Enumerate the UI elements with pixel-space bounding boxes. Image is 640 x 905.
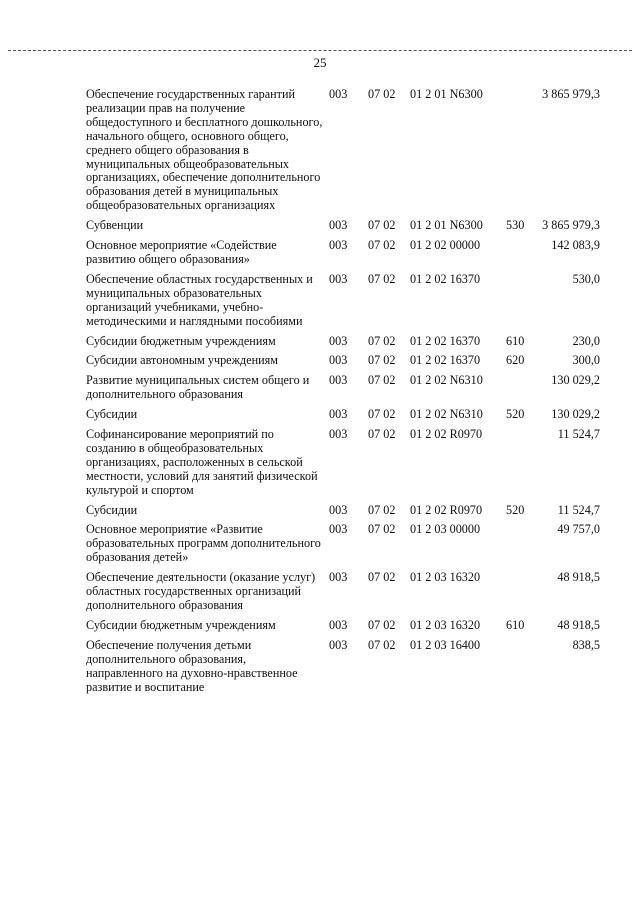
target-article-code: 01 2 02 16370: [410, 333, 481, 348]
admin-code: 003: [329, 353, 348, 368]
admin-code: 003: [329, 238, 348, 253]
section-code: 07 02: [368, 502, 396, 517]
section-code: 07 02: [368, 407, 396, 422]
budget-table: [86, 88, 600, 700]
amount: 838,5: [572, 637, 600, 652]
table-row: [86, 273, 600, 329]
admin-code: 003: [329, 218, 348, 233]
target-article-code: 01 2 02 N6310: [410, 407, 483, 422]
expense-type-code: 520: [506, 407, 525, 422]
amount: 49 757,0: [557, 522, 600, 537]
target-article-code: 01 2 01 N6300: [410, 87, 483, 101]
table-row: [86, 428, 600, 498]
row-name: Субсидии бюджетным учреждениям: [86, 617, 276, 632]
admin-code: 003: [329, 570, 348, 585]
target-article-code: 01 2 03 16400: [410, 637, 481, 652]
amount: 3 865 979,3: [542, 87, 600, 101]
section-code: 07 02: [368, 87, 396, 101]
amount: 130 029,2: [551, 407, 600, 422]
table-row: [86, 374, 600, 402]
amount: 142 083,9: [551, 238, 600, 253]
table-row: [86, 639, 600, 695]
row-name: Обеспечение получения детьми дополнительного образования, направленного на духовно-нравственное развитие и воспитание: [86, 637, 298, 694]
admin-code: 003: [329, 407, 348, 422]
target-article-code: 01 2 03 00000: [410, 522, 481, 537]
admin-code: 003: [329, 333, 348, 348]
amount: 530,0: [572, 271, 600, 286]
target-article-code: 01 2 02 N6310: [410, 373, 483, 388]
row-name: Субсидии: [86, 407, 138, 422]
section-code: 07 02: [368, 617, 396, 632]
admin-code: 003: [329, 637, 348, 652]
row-name: Субсидии: [86, 502, 138, 517]
amount: 48 918,5: [557, 617, 600, 632]
expense-type-code: 610: [506, 333, 525, 348]
target-article-code: 01 2 02 R0970: [410, 427, 483, 442]
admin-code: 003: [329, 617, 348, 632]
header-divider: [8, 50, 632, 51]
section-code: 07 02: [368, 218, 396, 233]
amount: 48 918,5: [557, 570, 600, 585]
target-article-code: 01 2 02 16370: [410, 353, 481, 368]
table-row: [86, 219, 600, 233]
table-row: [86, 408, 600, 422]
row-name: Субсидии бюджетным учреждениям: [86, 333, 276, 348]
section-code: 07 02: [368, 353, 396, 368]
section-code: 07 02: [368, 637, 396, 652]
table-row: [86, 504, 600, 518]
amount: 11 524,7: [557, 427, 600, 442]
row-name: Обеспечение государственных гарантий реализации прав на получение общедоступного и бесплатного дошкольного, начального общего, основного общего, среднего общего образования в муниципальных общеобразовательных организациях, обеспечение дополнительного образования детей в муниципальных общеобразовательных организациях: [86, 87, 323, 213]
expense-type-code: 530: [506, 218, 525, 233]
section-code: 07 02: [368, 333, 396, 348]
target-article-code: 01 2 01 N6300: [410, 218, 483, 233]
row-name: Субсидии автономным учреждениям: [86, 353, 278, 368]
table-row: [86, 619, 600, 633]
admin-code: 003: [329, 271, 348, 286]
admin-code: 003: [329, 373, 348, 388]
table-row: [86, 571, 600, 613]
section-code: 07 02: [368, 427, 396, 442]
amount: 11 524,7: [557, 502, 600, 517]
row-name: Основное мероприятие «Развитие образовательных программ дополнительного образования детей»: [86, 522, 321, 565]
page-number: 25: [313, 55, 327, 70]
row-name: Субвенции: [86, 218, 144, 233]
table-row: [86, 335, 600, 349]
admin-code: 003: [329, 427, 348, 442]
table-row: [86, 88, 600, 213]
table-row: [86, 239, 600, 267]
row-name: Основное мероприятие «Содействие развитию общего образования»: [86, 238, 277, 266]
target-article-code: 01 2 02 R0970: [410, 502, 483, 517]
target-article-code: 01 2 02 16370: [410, 271, 481, 286]
admin-code: 003: [329, 502, 348, 517]
section-code: 07 02: [368, 373, 396, 388]
amount: 230,0: [572, 333, 600, 348]
section-code: 07 02: [368, 271, 396, 286]
section-code: 07 02: [368, 238, 396, 253]
row-name: Развитие муниципальных систем общего и дополнительного образования: [86, 373, 310, 402]
expense-type-code: 520: [506, 502, 525, 517]
expense-type-code: 610: [506, 617, 525, 632]
section-code: 07 02: [368, 570, 396, 585]
admin-code: 003: [329, 522, 348, 537]
amount: 130 029,2: [551, 373, 600, 388]
row-name: Обеспечение областных государственных и муниципальных образовательных организаций учебниками, учебно-методическими и наглядными пособиями: [86, 271, 313, 328]
target-article-code: 01 2 03 16320: [410, 570, 481, 585]
expense-type-code: 620: [506, 353, 525, 368]
section-code: 07 02: [368, 522, 396, 537]
target-article-code: 01 2 02 00000: [410, 238, 481, 253]
amount: 300,0: [572, 353, 600, 368]
admin-code: 003: [329, 87, 348, 101]
row-name: Софинансирование мероприятий по созданию в общеобразовательных организациях, расположенных в сельской местности, условий для занятий физической культурой и спортом: [86, 427, 318, 497]
table-row: [86, 523, 600, 565]
target-article-code: 01 2 03 16320: [410, 617, 481, 632]
amount: 3 865 979,3: [542, 218, 600, 233]
table-row: [86, 354, 600, 368]
row-name: Обеспечение деятельности (оказание услуг) областных государственных организаций дополнительного образования: [86, 570, 316, 612]
